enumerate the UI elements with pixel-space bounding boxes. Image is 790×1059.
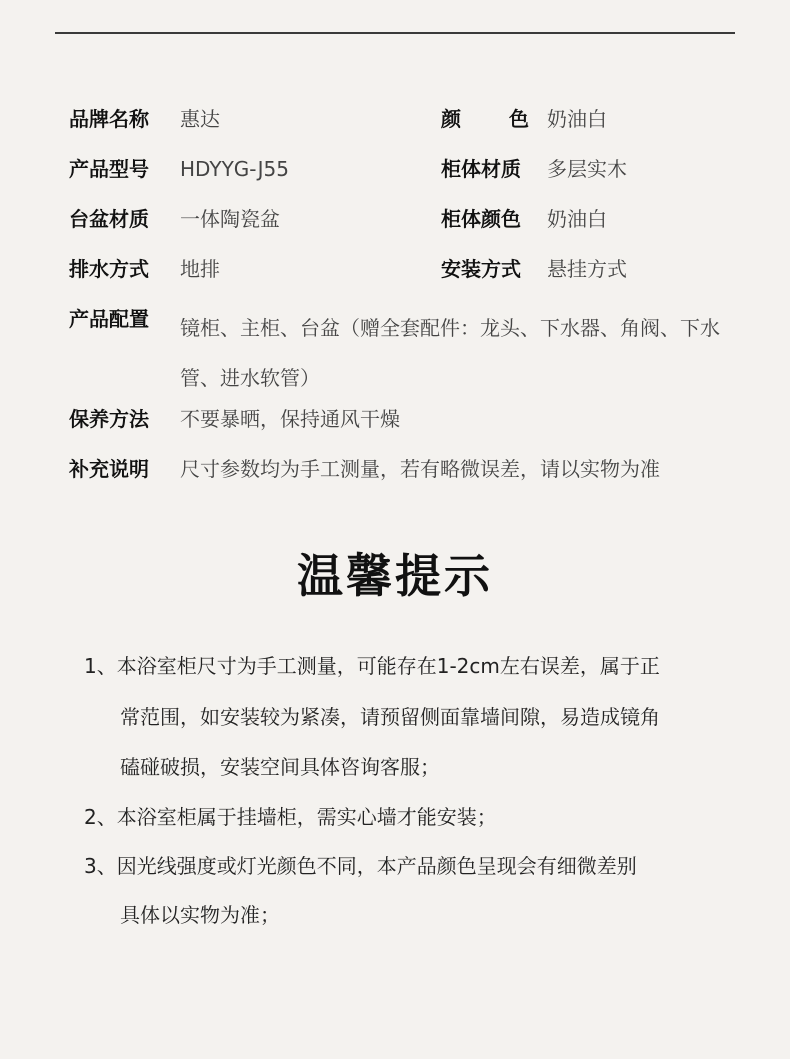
tip-line: 具体以实物为准；: [120, 903, 280, 927]
spec-value: 悬挂方式: [547, 257, 627, 281]
spec-value: 多层实木: [547, 157, 627, 181]
tips-title: 温馨提示: [297, 549, 493, 603]
spec-label: 品牌名称: [69, 107, 149, 131]
spec-label: 补充说明: [69, 457, 149, 481]
spec-value: 尺寸参数均为手工测量，若有略微误差，请以实物为准: [180, 457, 660, 481]
spec-label: 产品配置: [69, 307, 149, 331]
tip-line: 2、本浴室柜属于挂墙柜，需实心墙才能安装；: [84, 805, 497, 829]
spec-value: 地排: [180, 257, 220, 281]
tip-line: 3、因光线强度或灯光颜色不同，本产品颜色呈现会有细微差别: [84, 854, 637, 878]
spec-label: 柜体材质: [441, 157, 521, 181]
spec-label-part: 色: [509, 107, 529, 131]
spec-label: 排水方式: [69, 257, 149, 281]
spec-value: HDYYG-J55: [180, 157, 289, 181]
spec-value: 奶油白: [547, 207, 607, 231]
spec-value-config: 镜柜、主柜、台盆（赠全套配件：龙头、下水器、角阀、下水管、进水软管）: [180, 316, 720, 390]
spec-label: 保养方法: [69, 407, 149, 431]
spec-label: 安装方式: [441, 257, 521, 281]
tip-line: 磕碰破损，安装空间具体咨询客服；: [120, 755, 440, 779]
spec-label: 产品型号: [69, 157, 149, 181]
spec-value: 惠达: [180, 107, 220, 131]
spec-label: 柜体颜色: [441, 207, 521, 231]
spec-label-part: 颜: [441, 107, 461, 131]
tip-line: 1、本浴室柜尺寸为手工测量，可能存在1-2cm左右误差，属于正: [84, 654, 660, 678]
spec-label-color: [441, 104, 529, 134]
spec-value: 奶油白: [547, 107, 607, 131]
top-divider: [55, 32, 735, 34]
spec-label: 台盆材质: [69, 207, 149, 231]
spec-value: 不要暴晒，保持通风干燥: [180, 407, 400, 431]
tip-line: 常范围，如安装较为紧凑，请预留侧面靠墙间隙，易造成镜角: [120, 705, 660, 729]
spec-value: 一体陶瓷盆: [180, 207, 280, 231]
